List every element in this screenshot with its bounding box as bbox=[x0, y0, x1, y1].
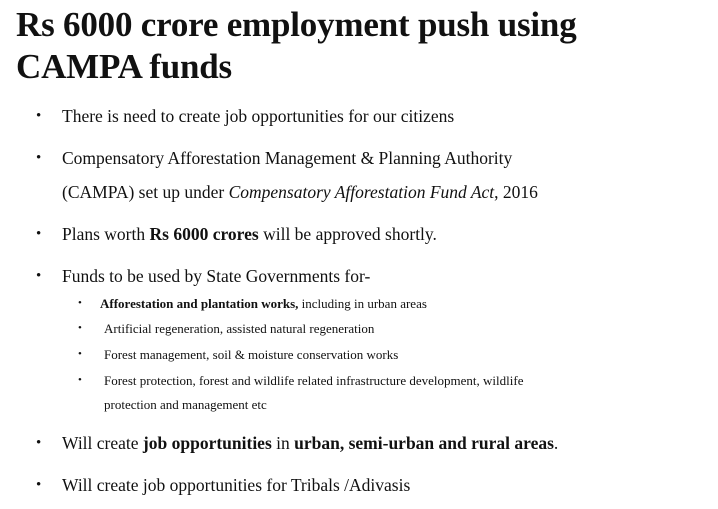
sub-bullet-text: Artificial regeneration, assisted natural regeneration bbox=[104, 321, 375, 336]
sub-bullet-text: Forest management, soil & moisture conservation works bbox=[104, 347, 399, 362]
bullet-text: There is need to create job opportunities for our citizens bbox=[62, 106, 455, 126]
sub-bullet-dot: • bbox=[78, 374, 82, 386]
bullet-text-mid: in bbox=[271, 433, 295, 453]
sub-bullet-dot: • bbox=[78, 297, 82, 309]
bullet-text-pre: Will create bbox=[62, 433, 143, 453]
bullet-dot: • bbox=[36, 435, 42, 451]
bullet-text-pre: (CAMPA) set up under bbox=[62, 182, 229, 202]
slide-title-line-2: CAMPA funds bbox=[16, 47, 232, 86]
sub-bullet-text-line-2: protection and management etc bbox=[104, 397, 267, 412]
bullet-dot: • bbox=[36, 150, 42, 166]
bullet-text-line-2 bbox=[62, 176, 538, 208]
sub-bullet-bold: Afforestation and plantation works, bbox=[100, 296, 299, 311]
sub-bullet-dot: • bbox=[78, 348, 82, 360]
act-name: Compensatory Afforestation Fund Act bbox=[228, 182, 495, 202]
sub-bullet-rest: including in urban areas bbox=[298, 296, 427, 311]
bullet-dot: • bbox=[36, 108, 42, 124]
sub-bullet-dot: • bbox=[78, 322, 82, 334]
bullet-text: Will create job opportunities for Tribals /Adivasis bbox=[62, 475, 411, 495]
slide-title-line-1: Rs 6000 crore employment push using bbox=[16, 5, 577, 44]
bullet-text bbox=[62, 218, 437, 250]
bullet-dot: • bbox=[36, 477, 42, 493]
areas-highlight: urban, semi-urban and rural areas bbox=[294, 433, 554, 453]
bullet-text-post: , 2016 bbox=[494, 182, 538, 202]
bullet-text-post: . bbox=[553, 433, 559, 453]
bullet-text: Funds to be used by State Governments for- bbox=[62, 266, 371, 286]
bullet-dot: • bbox=[36, 268, 42, 284]
amount-highlight: Rs 6000 crores bbox=[149, 224, 259, 244]
sub-bullet-text: Forest protection, forest and wildlife related infrastructure development, wildlife bbox=[104, 373, 524, 388]
bullet-text-pre: Plans worth bbox=[62, 224, 150, 244]
job-opportunities-highlight: job opportunities bbox=[142, 433, 272, 453]
bullet-text bbox=[62, 427, 558, 459]
bullet-text-post: will be approved shortly. bbox=[258, 224, 437, 244]
bullet-dot: • bbox=[36, 226, 42, 242]
bullet-text: Compensatory Afforestation Management & Planning Authority bbox=[62, 148, 513, 168]
sub-bullet-text bbox=[100, 291, 427, 316]
